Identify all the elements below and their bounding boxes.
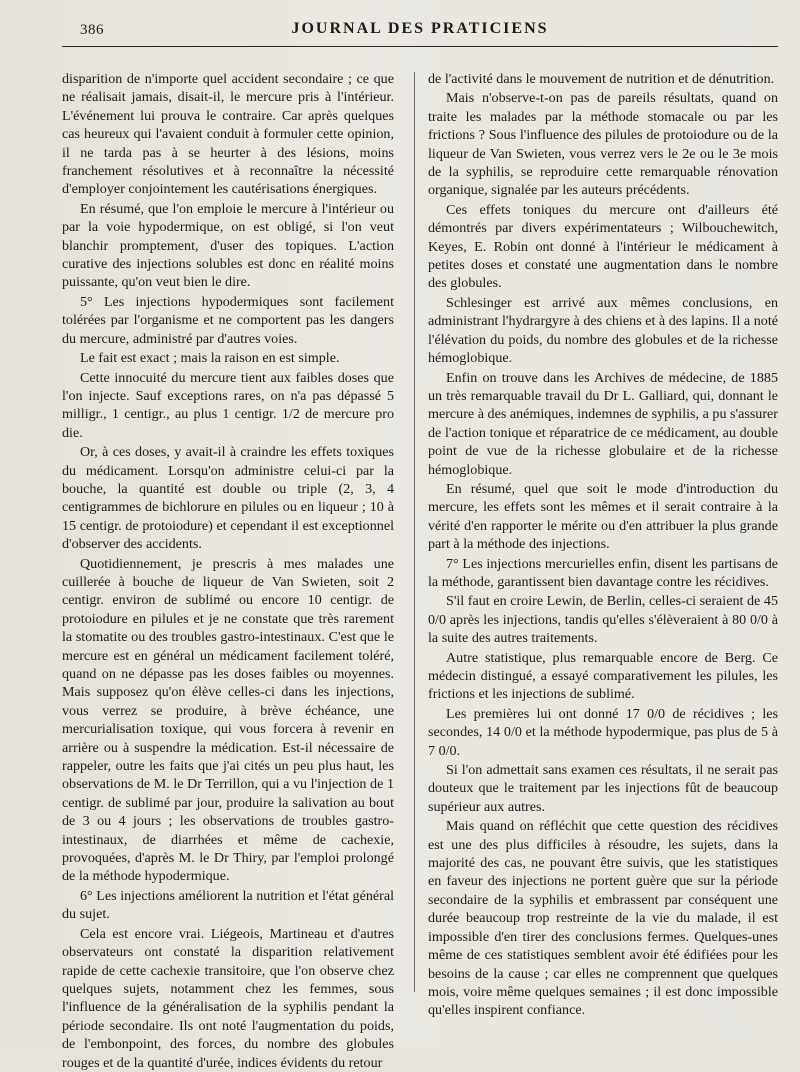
paragraph: Cette innocuité du mercure tient aux faibles doses que l'on injecte. Sauf exceptions rares, on n'a pas dépassé 5 milligr., 1 centigr., au plus 1 centigr. 1/2 de mercure pro die. bbox=[62, 369, 394, 441]
paragraph: 7° Les injections mercurielles enfin, disent les partisans de la méthode, garantissent bien davantage contre les récidives. bbox=[428, 555, 778, 590]
paragraph: Quotidiennement, je prescris à mes malades une cuillerée à bouche de liqueur de Van Swieten, soit 2 centigr. environ de sublimé ou encore 10 centigr. de protoiodure en pilules et je ne constate que très rarement la stomatite ou des troubles gastro-intestinaux. C'est que le mercure est en général un médicament facilement toléré, quand on ne dépasse pas les doses faibles ou moyennes. Mais supposez qu'on élève celles-ci dans les injections, vous verrez se produire, à brève échéance, une mercurialisation toxique, qui vous forcera à revenir en arrière ou à suspendre la médication. Est-il nécessaire de rappeler, outre les faits que j'ai cités un peu plus haut, les observations de M. le Dr Terrillon, qui a vu l'injection de 1 centigr. de sublimé par jour, produire la salivation au bout de 3 ou 4 jours ; les observations de troubles gastro-intestinaux, de diarrhées et même de cachexie, provoquées, d'après M. le Dr Thiry, par l'emploi prolongé de la méthode hypodermique. bbox=[62, 555, 394, 885]
paragraph: Autre statistique, plus remarquable encore de Berg. Ce médecin distingué, a essayé comparativement les pilules, les frictions et les injections de sublimé. bbox=[428, 649, 778, 703]
paragraph: 5° Les injections hypodermiques sont facilement tolérées par l'organisme et ne comportent pas les dangers du mercure, administré par d'autres voies. bbox=[62, 293, 394, 347]
running-title: JOURNAL DES PRATICIENS bbox=[291, 20, 549, 37]
paragraph: disparition de n'importe quel accident secondaire ; ce que ne réalisait jamais, disait-il, le mercure pris à l'intérieur. L'événement lui prouva le contraire. Car après quelques cas heureux qui l'avaient conduit à formuler cette opinion, il ne tarda pas à se heurter à des lésions, moins franchement résolutives et à reconnaître la nécessité d'employer conjointement les cautérisations énergiques. bbox=[62, 71, 394, 198]
paragraph: Cela est encore vrai. Liégeois, Martineau et d'autres observateurs ont constaté la disparition relativement rapide de cette cachexie transitoire, que l'on observe chez quelques sujets, notamment chez les femmes, sous l'influence de la généralisation de la syphilis pendant la période secondaire. Ils ont noté l'augmentation du poids, de l'embonpoint, des forces, du nombre des globules rouges et de la quantité d'urée, indices évidents du retour bbox=[62, 925, 394, 1071]
paragraph: Or, à ces doses, y avait-il à craindre les effets toxiques du médicament. Lorsqu'on administre celui-ci par la bouche, la quantité est double ou triple (2, 3, 4 centigrammes de bichlorure en pilules ou en liqueur ; 10 à 15 centigr. de protoiodure) et cependant il est exceptionnel d'observer des accidents. bbox=[62, 444, 394, 553]
page-header bbox=[62, 18, 778, 46]
left-column bbox=[62, 70, 394, 1072]
paragraph: En résumé, que l'on emploie le mercure à l'intérieur ou par la voie hypodermique, on est obligé, si l'on veut blanchir promptement, d'user des topiques. L'action curative des injections solubles est donc en réalité moins puissante, qu'on veut bien le dire. bbox=[62, 200, 394, 291]
column-divider bbox=[414, 72, 415, 992]
paragraph: Schlesinger est arrivé aux mêmes conclusions, en administrant l'hydrargyre à des chiens et à des lapins. Il a noté l'élévation du poids, du nombre des globules et de la richesse hémoglobique. bbox=[428, 294, 778, 367]
paragraph: Les premières lui ont donné 17 0/0 de récidives ; les secondes, 14 0/0 et la méthode hypodermique, pas plus de 5 à 7 0/0. bbox=[428, 705, 778, 759]
header-rule bbox=[62, 46, 778, 47]
paragraph: 6° Les injections améliorent la nutrition et l'état général du sujet. bbox=[62, 887, 394, 923]
paragraph: En résumé, quel que soit le mode d'introduction du mercure, les effets sont les mêmes et il serait contraire à la vérité d'en rapporter le mérite ou d'en attribuer la plus grande part à la méthode des injections. bbox=[428, 480, 778, 553]
paragraph: Ces effets toniques du mercure ont d'ailleurs été démontrés par divers expérimentateurs ; Wilbouchewitch, Keyes, E. Robin ont donné à l'intérieur le médicament à petites doses et constaté une augmentation dans le nombre des globules. bbox=[428, 201, 778, 292]
paragraph: Le fait est exact ; mais la raison en est simple. bbox=[80, 350, 340, 367]
paragraph: Mais quand on réfléchit que cette question des récidives est une des plus difficiles à résoudre, les sujets, dans la majorité des cas, ne pouvant être suivis, que les statistiques en faveur des injections ne portent guère que sur la période secondaire de la syphilis et embrassent par conséquent une durée beaucoup trop restreinte de la vie du malade, il est impossible d'en tirer des conclusions fermes. Quelques-unes même de ces statistiques semblent avoir été édifiées pour les besoins de la cause ; car elles ne comprennent que quelques mois, voire même quelques semaines ; il est donc impossible qu'elles inspirent confiance. bbox=[428, 818, 778, 1019]
paragraph: Si l'on admettait sans examen ces résultats, il ne serait pas douteux que le traitement par les injections fût de beaucoup supérieur aux autres. bbox=[428, 762, 778, 815]
right-column bbox=[428, 70, 778, 1020]
page-number: 386 bbox=[80, 22, 104, 38]
paragraph: Mais n'observe-t-on pas de pareils résultats, quand on traite les malades par la méthode stomacale ou par les frictions ? Sous l'influence des pilules de protoiodure ou de la liqueur de Van Swieten, vous verrez vers le 2e ou le 3e mois de la syphilis, se reproduire cette remarquable rénovation organique, signalée par les auteurs précédents. bbox=[428, 90, 778, 199]
paragraph: de l'activité dans le mouvement de nutrition et de dénutrition. bbox=[428, 71, 775, 87]
paragraph: Enfin on trouve dans les Archives de médecine, de 1885 un très remarquable travail du Dr L. Galliard, qui, donnant le mercure à des anémiques, indemnes de syphilis, a pu s'assurer de l'action tonique et réparatrice de ce médicament, au double point de vue de la richesse globulaire et de la richesse hémoglobique. bbox=[428, 369, 778, 478]
paragraph: S'il faut en croire Lewin, de Berlin, celles-ci seraient de 45 0/0 après les injections, tandis qu'elles s'élèveraient à 80 0/0 à la suite des autres traitements. bbox=[428, 593, 778, 647]
